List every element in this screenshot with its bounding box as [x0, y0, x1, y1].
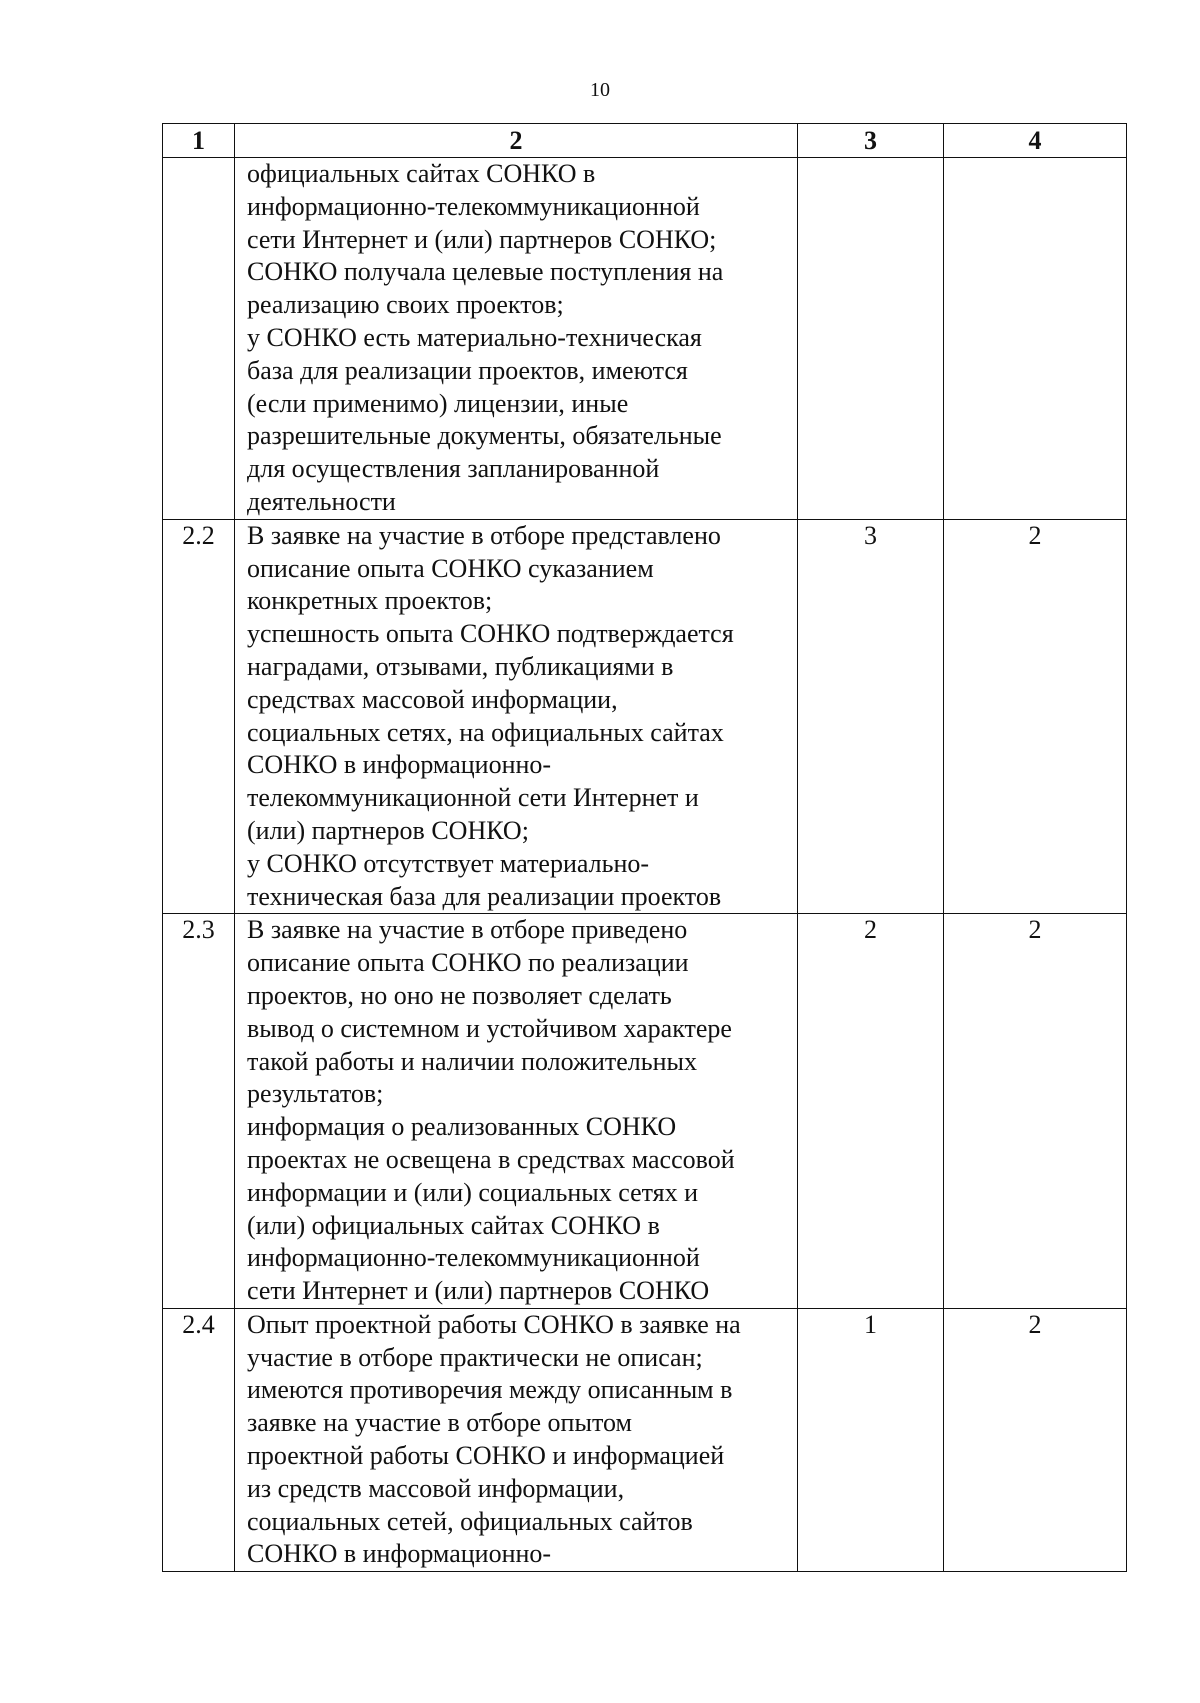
text-line: информационно-телекоммуникационной: [247, 1243, 700, 1273]
text-line: база для реализации проектов, имеются: [247, 355, 688, 385]
criterion-text: [235, 1308, 798, 1571]
text-line: наградами, отзывами, публикациями в: [247, 651, 674, 681]
text-line: участие в отборе практически не описан;: [247, 1342, 703, 1372]
row-number: 2.4: [163, 1308, 235, 1571]
weight-cell: [944, 158, 1127, 520]
text-line: СОНКО в информационно-: [247, 1539, 552, 1569]
header-cell-2: 2: [235, 124, 798, 158]
text-line: вывод о системном и устойчивом характере: [247, 1013, 732, 1043]
text-line: (или) партнеров СОНКО;: [247, 815, 529, 845]
text-line: у СОНКО есть материально-техническая: [247, 322, 702, 352]
text-line: у СОНКО отсутствует материально-: [247, 848, 650, 878]
text-line: сети Интернет и (или) партнеров СОНКО: [247, 1276, 710, 1306]
text-line: результатов;: [247, 1079, 384, 1109]
text-line: для осуществления запланированной: [247, 454, 660, 484]
text-line: информация о реализованных СОНКО: [247, 1112, 677, 1142]
text-line: успешность опыта СОНКО подтверждается: [247, 619, 734, 649]
score-cell: 2: [798, 914, 944, 1309]
text-line: информации и (или) социальных сетях и: [247, 1177, 699, 1207]
text-line: проектах не освещена в средствах массовой: [247, 1144, 735, 1174]
text-line: сети Интернет и (или) партнеров СОНКО;: [247, 224, 717, 254]
weight-cell: 2: [944, 519, 1127, 914]
text-line: В заявке на участие в отборе представлено: [247, 520, 721, 550]
header-cell-4: 4: [944, 124, 1127, 158]
text-line: проектов, но оно не позволяет сделать: [247, 980, 672, 1010]
text-line: конкретных проектов;: [247, 586, 493, 616]
weight-cell: 2: [944, 1308, 1127, 1571]
text-line: проектной работы СОНКО и информацией: [247, 1441, 725, 1471]
criterion-text: [235, 519, 798, 914]
text-line: такой работы и наличии положительных: [247, 1046, 697, 1076]
text-line: (или) официальных сайтах СОНКО в: [247, 1210, 660, 1240]
score-cell: [798, 158, 944, 520]
text-line: информационно-телекоммуникационной: [247, 191, 700, 221]
text-line: из средств массовой информации,: [247, 1473, 625, 1503]
text-line: имеются противоречия между описанным в: [247, 1375, 733, 1405]
text-line: телекоммуникационной сети Интернет и: [247, 783, 699, 813]
table-row: [163, 519, 1127, 914]
text-line: описание опыта СОНКО по реализации: [247, 948, 689, 978]
text-line: разрешительные документы, обязательные: [247, 421, 722, 451]
row-number: 2.3: [163, 914, 235, 1309]
text-line: СОНКО получала целевые поступления на: [247, 257, 724, 287]
criterion-text: [235, 158, 798, 520]
text-line: Опыт проектной работы СОНКО в заявке на: [247, 1309, 741, 1339]
table-header-row: [163, 124, 1127, 158]
text-line: заявке на участие в отборе опытом: [247, 1408, 632, 1438]
row-number: 2.2: [163, 519, 235, 914]
header-cell-1: 1: [163, 124, 235, 158]
text-line: реализацию своих проектов;: [247, 290, 564, 320]
text-line: СОНКО в информационно-: [247, 750, 552, 780]
text-line: деятельности: [247, 486, 396, 516]
criterion-text: [235, 914, 798, 1309]
text-line: социальных сетей, официальных сайтов: [247, 1506, 693, 1536]
text-line: В заявке на участие в отборе приведено: [247, 915, 688, 945]
row-number: [163, 158, 235, 520]
header-cell-3: 3: [798, 124, 944, 158]
table-row: [163, 158, 1127, 520]
text-line: средствах массовой информации,: [247, 684, 618, 714]
text-line: описание опыта СОНКО суказанием: [247, 553, 654, 583]
text-line: техническая база для реализации проектов: [247, 881, 722, 911]
text-line: (если применимо) лицензии, иные: [247, 388, 629, 418]
text-line: официальных сайтах СОНКО в: [247, 159, 596, 188]
page-number: 10: [590, 79, 610, 101]
score-cell: 1: [798, 1308, 944, 1571]
text-line: социальных сетях, на официальных сайтах: [247, 717, 724, 747]
table-row: [163, 1308, 1127, 1571]
criteria-table: [162, 123, 1127, 1572]
weight-cell: 2: [944, 914, 1127, 1309]
score-cell: 3: [798, 519, 944, 914]
table-row: [163, 914, 1127, 1309]
